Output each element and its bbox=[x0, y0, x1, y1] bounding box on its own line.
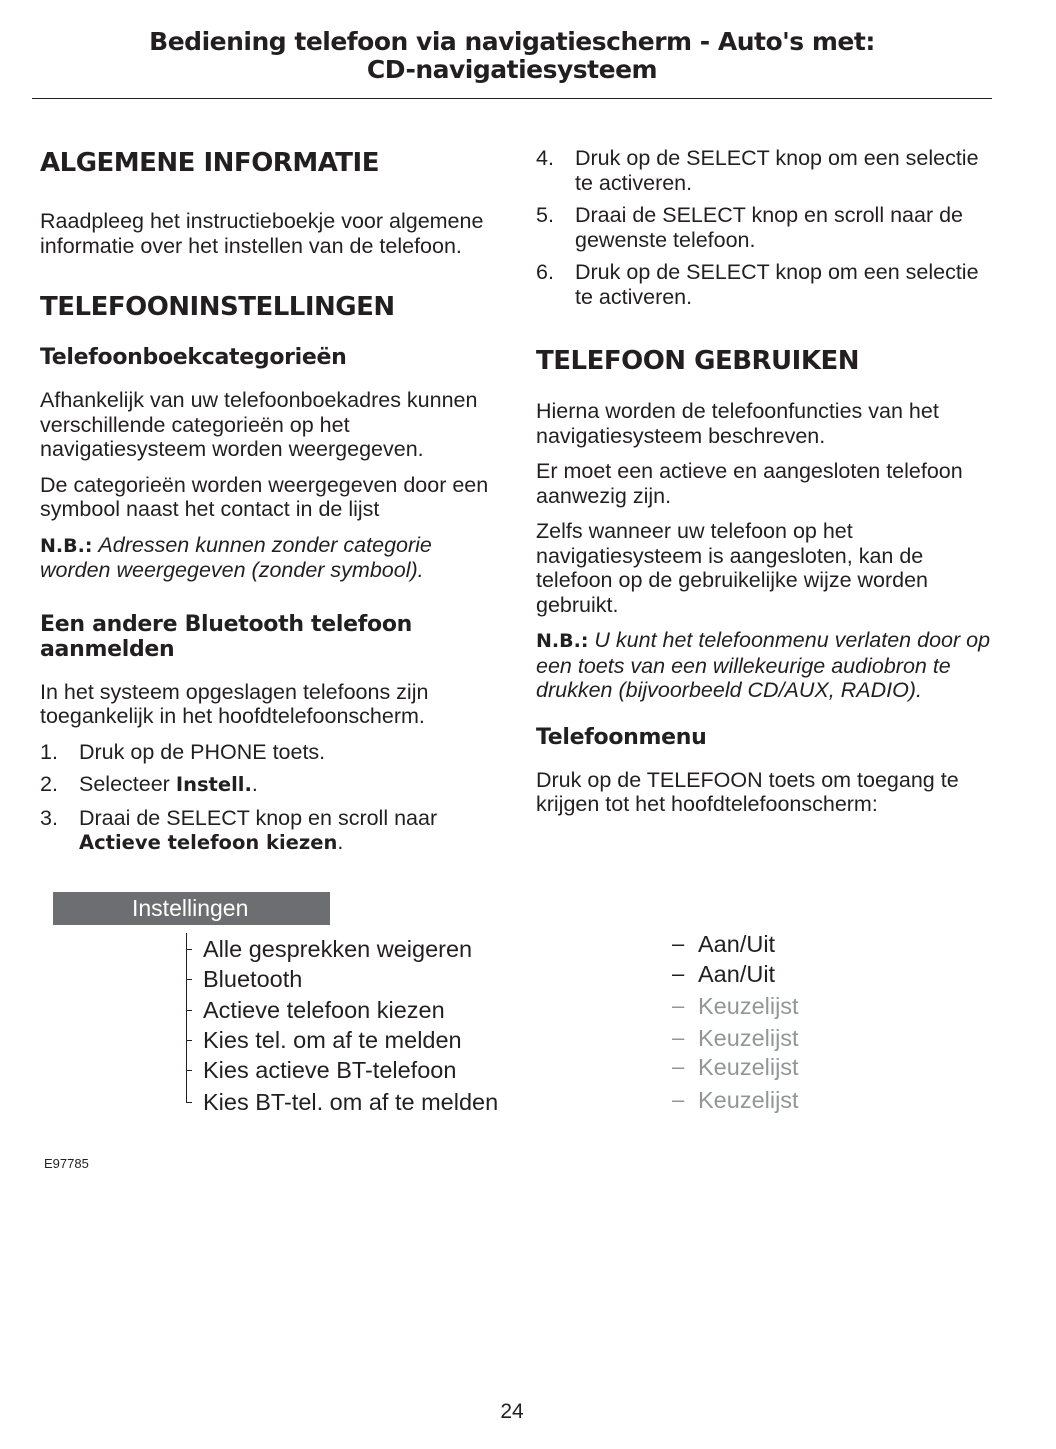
menu-item: Alle gesprekken weigeren bbox=[203, 936, 473, 962]
header-line-1: Bediening telefoon via navigatiescherm - Auto's met: bbox=[149, 27, 875, 56]
option-value: Keuzelijst bbox=[698, 1025, 799, 1051]
step-number: 4. bbox=[536, 146, 554, 170]
tree-tick bbox=[186, 1010, 192, 1011]
step-number: 6. bbox=[536, 260, 554, 284]
step-text: Druk op de PHONE toets. bbox=[79, 739, 326, 764]
option-value: Keuzelijst bbox=[698, 1054, 799, 1080]
menu-item: Kies tel. om af te melden bbox=[203, 1027, 462, 1053]
step-bold: Instell. bbox=[175, 773, 252, 796]
menu-item: Kies actieve BT-telefoon bbox=[203, 1057, 457, 1083]
step-text: Draai de SELECT knop en scroll naar de gewenste telefoon. bbox=[575, 203, 964, 252]
menu-item: Bluetooth bbox=[203, 966, 303, 992]
step-suffix: . bbox=[251, 772, 258, 796]
option-dash: – bbox=[672, 961, 685, 986]
heading-phonebook-categories: Telefoonboekcategorieën bbox=[40, 345, 347, 370]
step-number: 3. bbox=[40, 805, 58, 830]
list-item bbox=[536, 260, 991, 309]
step-bold: Actieve telefoon kiezen bbox=[79, 831, 338, 854]
left-column bbox=[40, 140, 495, 856]
steps-list-right bbox=[536, 146, 991, 309]
paragraph-use-1: Hierna worden de telefoonfuncties van het navigatiesysteem beschreven. bbox=[536, 399, 939, 448]
list-item bbox=[536, 203, 991, 252]
heading-phone-menu: Telefoonmenu bbox=[536, 724, 707, 750]
option-dash: – bbox=[672, 1054, 685, 1079]
paragraph-use-2: Er moet een actieve en aangesloten telefoon aanwezig zijn. bbox=[536, 459, 963, 508]
step-text: Selecteer bbox=[79, 772, 176, 796]
right-column bbox=[536, 146, 991, 817]
tree-tick bbox=[186, 979, 192, 980]
note-categories bbox=[40, 533, 495, 583]
header-divider bbox=[32, 98, 992, 99]
list-item bbox=[40, 806, 495, 856]
option-value: Keuzelijst bbox=[698, 993, 799, 1019]
option-value: Aan/Uit bbox=[698, 961, 776, 987]
note-text: U kunt het telefoonmenu verlaten door op een toets van een willekeurige audiobron te drukken (bijvoorbeeld CD/AUX, RADIO). bbox=[536, 628, 991, 702]
paragraph-categories-1: Afhankelijk van uw telefoonboekadres kunnen verschillende categorieën op het navigatiesysteem worden weergegeven. bbox=[40, 388, 478, 461]
tree-connector bbox=[186, 933, 187, 1103]
list-item bbox=[536, 146, 991, 195]
tree-tick bbox=[186, 1070, 192, 1071]
step-text: Draai de SELECT knop en scroll naar bbox=[79, 805, 438, 830]
list-item bbox=[40, 740, 495, 765]
page-header bbox=[32, 28, 992, 84]
heading-other-bluetooth-phone: Een andere Bluetooth telefoon aanmelden bbox=[40, 611, 413, 662]
step-number: 5. bbox=[536, 203, 554, 227]
step-suffix: . bbox=[337, 830, 344, 854]
paragraph-bluetooth: In het systeem opgeslagen telefoons zijn toegankelijk in het hoofdtelefoonscherm. bbox=[40, 679, 429, 728]
heading-general-info: ALGEMENE INFORMATIE bbox=[40, 148, 379, 178]
steps-list-left bbox=[40, 740, 495, 856]
step-text: Druk op de SELECT knop om een selectie te activeren. bbox=[575, 260, 979, 309]
figure-code: E97785 bbox=[44, 1156, 89, 1171]
page-number: 24 bbox=[500, 1400, 524, 1423]
tree-tick bbox=[186, 1040, 192, 1041]
option-value: Keuzelijst bbox=[698, 1087, 799, 1113]
note-label: N.B.: bbox=[536, 630, 589, 652]
option-dash: – bbox=[672, 1025, 685, 1050]
note-text: Adressen kunnen zonder categorie worden weergegeven (zonder symbool). bbox=[40, 532, 432, 582]
menu-title-bar: Instellingen bbox=[53, 892, 330, 925]
paragraph-general-info: Raadpleeg het instructieboekje voor algemene informatie over het instellen van de telefoon. bbox=[40, 209, 484, 258]
paragraph-use-3: Zelfs wanneer uw telefoon op het navigatiesysteem is aangesloten, kan de telefoon op de gebruikelijke wijze worden gebruikt. bbox=[536, 519, 929, 617]
paragraph-categories-2: De categorieën worden weergegeven door een symbool naast het contact in de lijst bbox=[40, 472, 489, 521]
paragraph-phone-menu: Druk op de TELEFOON toets om toegang te krijgen tot het hoofdtelefoonscherm: bbox=[536, 767, 959, 816]
step-number: 2. bbox=[40, 772, 58, 796]
option-dash: – bbox=[672, 1087, 685, 1112]
note-label: N.B.: bbox=[40, 534, 93, 557]
option-dash: – bbox=[672, 931, 685, 956]
option-dash: – bbox=[672, 993, 685, 1018]
step-number: 1. bbox=[40, 739, 58, 764]
header-line-2: CD-navigatiesysteem bbox=[366, 55, 658, 84]
menu-item: Actieve telefoon kiezen bbox=[203, 997, 445, 1023]
step-text: Druk op de SELECT knop om een selectie te activeren. bbox=[575, 146, 979, 195]
heading-phone-settings: TELEFOONINSTELLINGEN bbox=[40, 292, 395, 322]
tree-tick bbox=[186, 1102, 192, 1103]
heading-using-phone: TELEFOON GEBRUIKEN bbox=[536, 346, 859, 376]
list-item bbox=[40, 772, 495, 798]
tree-tick bbox=[186, 949, 192, 950]
note-phone-menu bbox=[536, 628, 991, 703]
option-value: Aan/Uit bbox=[698, 931, 776, 957]
menu-item: Kies BT-tel. om af te melden bbox=[203, 1089, 499, 1115]
